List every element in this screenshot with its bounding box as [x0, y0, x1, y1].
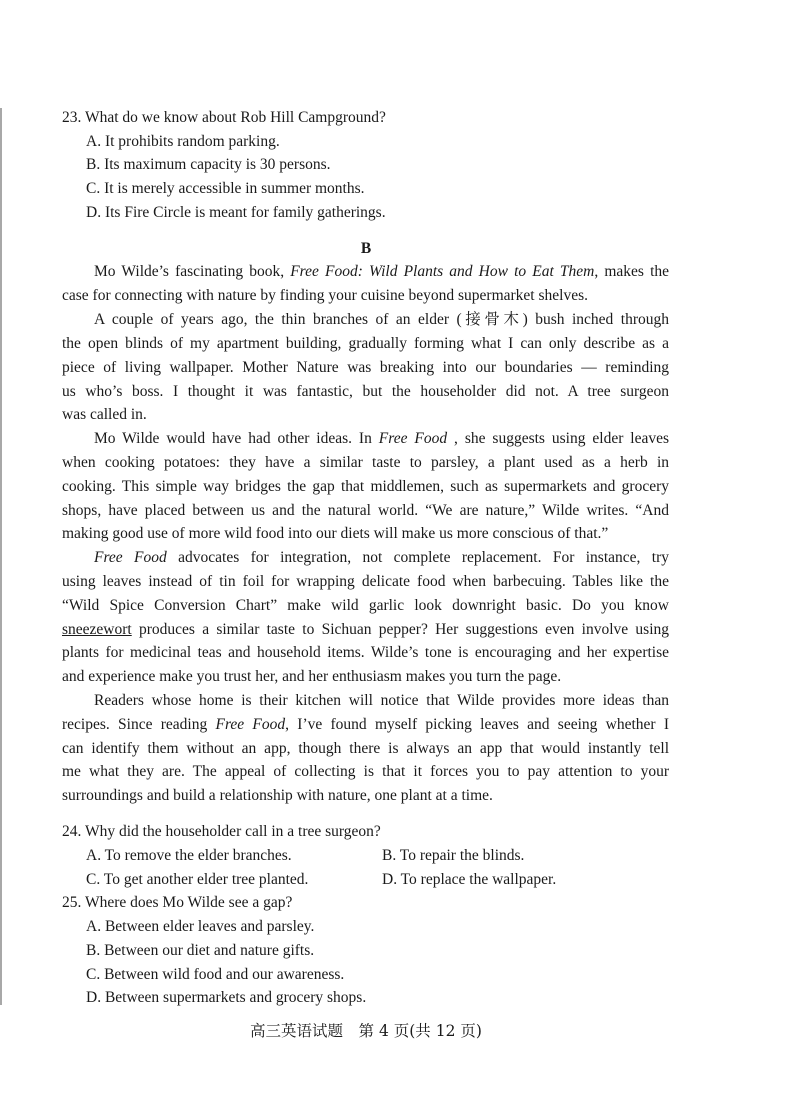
option-a: A. To remove the elder branches.: [86, 847, 292, 864]
paragraph-5-line: can identify them without an app, though there is always an app that would instantly tell: [62, 740, 669, 757]
paragraph-2-line: was called in.: [62, 406, 147, 423]
text-run: Mo Wilde would have had other ideas. In: [94, 430, 372, 447]
question-stem: 23. What do we know about Rob Hill Campground?: [62, 109, 386, 126]
paragraph-2-line: the open blinds of my apartment building, gradually forming what I can only describe as a: [62, 335, 669, 352]
paragraph-5-line: [62, 713, 669, 737]
paragraph-3-line: making good use of more wild food into our diets will make us more conscious of that.”: [62, 525, 609, 542]
paragraph-5-line: Readers whose home is their kitchen will notice that Wilde provides more ideas than: [94, 692, 669, 709]
text-run: recipes. Since reading: [62, 716, 208, 733]
paragraph-5-line: surroundings and build a relationship with nature, one plant at a time.: [62, 787, 493, 804]
text-run: , she suggests using elder leaves: [454, 430, 670, 447]
paragraph-4-line: “Wild Spice Conversion Chart” make wild garlic look downright basic. Do you know: [62, 597, 669, 614]
paragraph-5-line: me what they are. The appeal of collecting is that it forces you to pay attention to your: [62, 763, 669, 780]
book-title: Free Food: [215, 716, 286, 733]
paragraph-4-line: and experience make you trust her, and her enthusiasm makes you turn the page.: [62, 668, 562, 685]
text-run: advocates for integration, not complete replacement. For instance, try: [178, 549, 669, 566]
text-run: , I’ve found myself picking leaves and seeing whether I: [285, 716, 669, 733]
section-heading: B: [360, 240, 372, 257]
question-stem: 25. Where does Mo Wilde see a gap?: [62, 894, 293, 911]
option-c: C. To get another elder tree planted.: [86, 871, 309, 888]
paragraph-4-line: plants for medicinal teas and household items. Wilde’s tone is encouraging and her expertise: [62, 644, 669, 661]
paragraph-2-line: piece of living wallpaper. Mother Nature was breaking into our boundaries — reminding: [62, 359, 669, 376]
option-c: C. It is merely accessible in summer months.: [86, 180, 365, 197]
option-a: A. Between elder leaves and parsley.: [86, 918, 315, 935]
underlined-term: sneezewort: [62, 621, 132, 638]
paragraph-2-line: A couple of years ago, the thin branches of an elder (接骨木) bush inched through: [94, 311, 669, 328]
paragraph-4-line: [62, 618, 669, 642]
option-c: C. Between wild food and our awareness.: [86, 966, 345, 983]
text-run: produces a similar taste to Sichuan pepper? Her suggestions even involve using: [138, 621, 670, 638]
paragraph-3-line: cooking. This simple way bridges the gap that middlemen, such as supermarkets and grocery: [62, 478, 669, 495]
option-d: D. To replace the wallpaper.: [382, 871, 557, 888]
book-title: Free Food: Wild Plants and How to Eat Them: [290, 263, 595, 280]
text-run: , makes the: [594, 263, 670, 280]
book-title: Free Food: [378, 430, 448, 447]
option-b: B. Between our diet and nature gifts.: [86, 942, 315, 959]
page-footer: 高三英语试题 第 4 页(共 12 页): [250, 1022, 482, 1040]
question-stem: 24. Why did the householder call in a tree surgeon?: [62, 823, 381, 840]
paragraph-3-line: [62, 427, 669, 451]
text-run: Mo Wilde’s fascinating book,: [94, 263, 285, 280]
option-b: B. Its maximum capacity is 30 persons.: [86, 156, 331, 173]
paragraph-4-line: using leaves instead of tin foil for wrapping delicate food when barbecuing. Tables like the: [62, 573, 669, 590]
option-b: B. To repair the blinds.: [382, 847, 525, 864]
option-d: D. Its Fire Circle is meant for family gatherings.: [86, 204, 386, 221]
paragraph-3-line: when cooking potatoes: they have a similar taste to parsley, a plant used as a herb in: [62, 454, 669, 471]
book-title: Free Food: [94, 549, 167, 566]
paragraph-1-line: [62, 260, 669, 284]
paragraph-1-line: case for connecting with nature by finding your cuisine beyond supermarket shelves.: [62, 287, 588, 304]
paragraph-3-line: shops, have placed between us and the natural world. “We are nature,” Wilde writes. “And: [62, 502, 669, 519]
option-a: A. It prohibits random parking.: [86, 133, 280, 150]
option-d: D. Between supermarkets and grocery shops.: [86, 989, 367, 1006]
paragraph-2-line: us who’s boss. I thought it was fantastic, but the householder did not. A tree surgeon: [62, 383, 669, 400]
paragraph-4-line: [62, 546, 669, 570]
